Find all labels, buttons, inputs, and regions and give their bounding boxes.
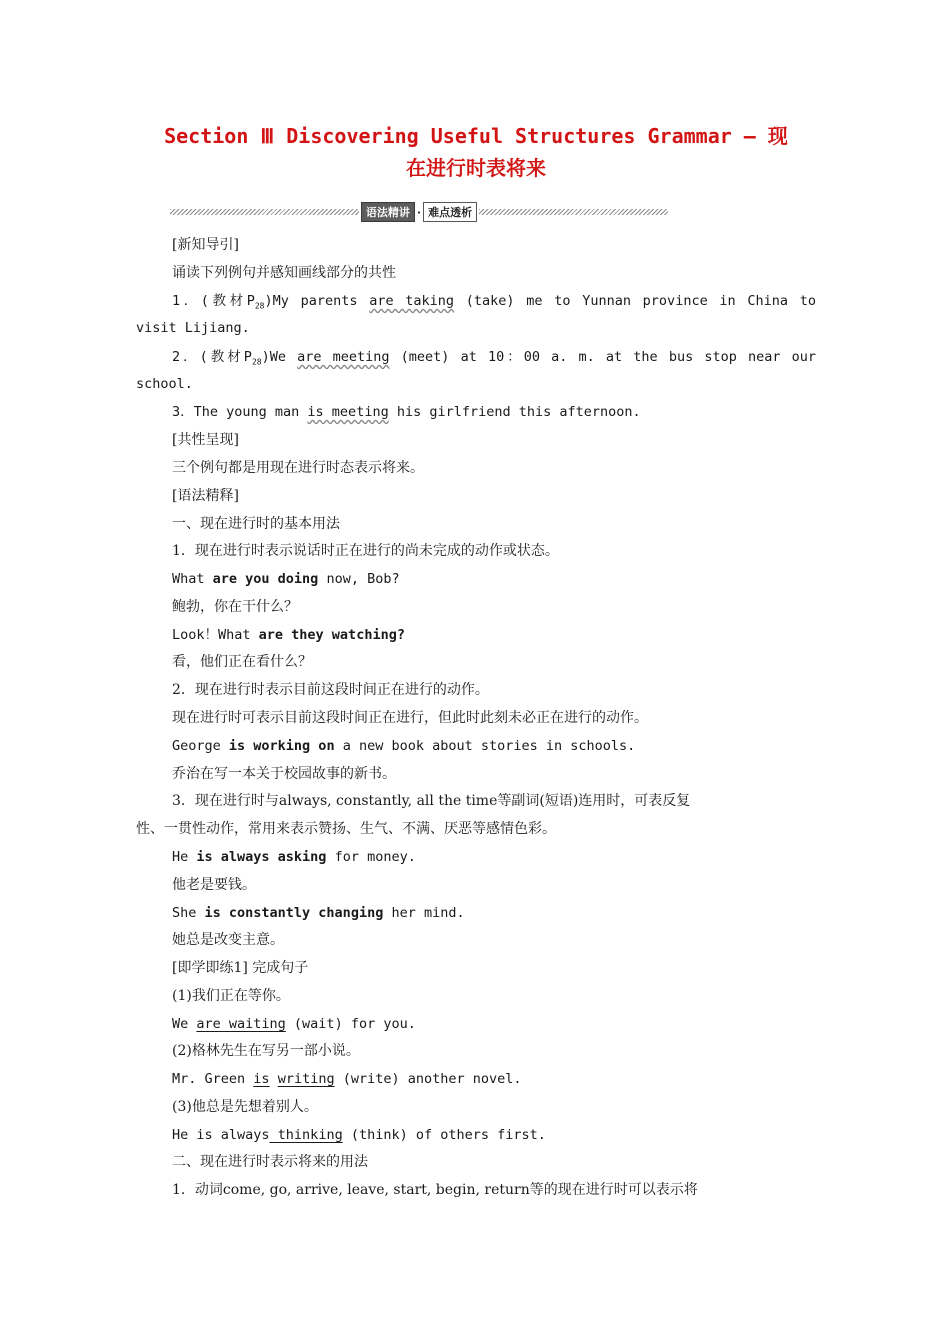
intro-example-3: 3．The young man is meeting his girlfriend this afternoon. — [172, 404, 641, 420]
intro-example-1-cont: visit Lijiang. — [136, 320, 250, 336]
intro-example-1: 1．(教材$P_{28})My$ parents are taking (take) me to Yunnan province in China to — [172, 293, 816, 311]
document-title — [136, 120, 816, 184]
banner-tag-grammar: 语法精讲 — [361, 202, 415, 222]
part1-rule-2: 2．现在进行时表示目前这段时间正在进行的动作。 — [172, 682, 489, 698]
part1-rule-2-example-zh: 乔治在写一本关于校园故事的新书。 — [172, 766, 396, 782]
practice-heading: [即学即练1] 完成句子 — [172, 960, 309, 976]
common-text: 三个例句都是用现在进行时态表示将来。 — [172, 460, 424, 476]
answer-blank: writing — [277, 1071, 335, 1087]
part2-heading: 二、现在进行时表示将来的用法 — [172, 1154, 368, 1170]
answer-blank: are waiting — [196, 1016, 286, 1032]
banner-dot: · — [416, 205, 422, 219]
banner-label — [361, 202, 477, 222]
target-phrase: are meeting — [297, 349, 390, 365]
intro-instruction: 诵读下列例句并感知画线部分的共性 — [172, 265, 396, 281]
answer-blank: thinking — [269, 1127, 343, 1143]
part1-rule-2-note: 现在进行时可表示目前这段时间正在进行，但此时此刻未必正在进行的动作。 — [172, 710, 648, 726]
part1-rule-1-example-1: What are you doing now, Bob? — [172, 571, 400, 587]
target-phrase: is meeting — [307, 404, 389, 420]
practice-answer-2: Mr. Green is writing (write) another novel. — [172, 1071, 522, 1087]
part1-heading: 一、现在进行时的基本用法 — [172, 516, 340, 532]
answer-blank: is — [253, 1071, 270, 1087]
part2-rule-1: 1．动词come, go, arrive, leave, start, begin, return等的现在进行时可以表示将 — [172, 1182, 698, 1198]
practice-answer-1: We are waiting (wait) for you. — [172, 1016, 416, 1032]
common-heading: [共性呈现] — [172, 432, 239, 448]
title-line-2: 在进行时表将来 — [406, 156, 546, 180]
banner-hatch-right — [479, 209, 668, 215]
practice-answer-3: He is always thinking (think) of others first. — [172, 1127, 546, 1143]
practice-question-2: (2)格林先生在写另一部小说。 — [172, 1043, 360, 1059]
part1-rule-2-example: George is working on a new book about stories in schools. — [172, 738, 636, 754]
part1-rule-3-line-2: 性、一贯性动作，常用来表示赞扬、生气、不满、厌恶等感情色彩。 — [136, 821, 556, 837]
part1-rule-1-example-1-zh: 鲍勃，你在干什么？ — [172, 599, 298, 615]
intro-example-2-cont: school. — [136, 376, 193, 392]
grammar-heading: [语法精释] — [172, 488, 239, 504]
part1-rule-3-example-1-zh: 他老是要钱。 — [172, 877, 256, 893]
part1-rule-1: 1．现在进行时表示说话时正在进行的尚未完成的动作或状态。 — [172, 543, 559, 559]
part1-rule-1-example-2-zh: 看，他们正在看什么？ — [172, 654, 312, 670]
section-banner — [170, 203, 668, 221]
intro-heading: [新知导引] — [172, 237, 239, 253]
banner-tag-difficulty: 难点透析 — [423, 202, 477, 222]
part1-rule-3-line-1: 3．现在进行时与always, constantly, all the time等副词(短语)连用时，可表反复 — [172, 793, 691, 809]
intro-example-2: 2．(教材$P_{28})We$ are meeting (meet) at 10：00 a. m. at the bus stop near our — [172, 349, 817, 367]
part1-rule-3-example-2: She is constantly changing her mind. — [172, 905, 465, 921]
title-line-1: Section Ⅲ Discovering Useful Structures Grammar — 现 — [164, 124, 788, 148]
practice-question-1: (1)我们正在等你。 — [172, 988, 290, 1004]
part1-rule-1-example-2: Look！What are they watching? — [172, 627, 405, 643]
part1-rule-3-example-1: He is always asking for money. — [172, 849, 416, 865]
practice-question-3: (3)他总是先想着别人。 — [172, 1099, 318, 1115]
banner-hatch-left — [170, 209, 359, 215]
target-phrase: are taking — [369, 293, 455, 309]
part1-rule-3-example-2-zh: 她总是改变主意。 — [172, 932, 284, 948]
